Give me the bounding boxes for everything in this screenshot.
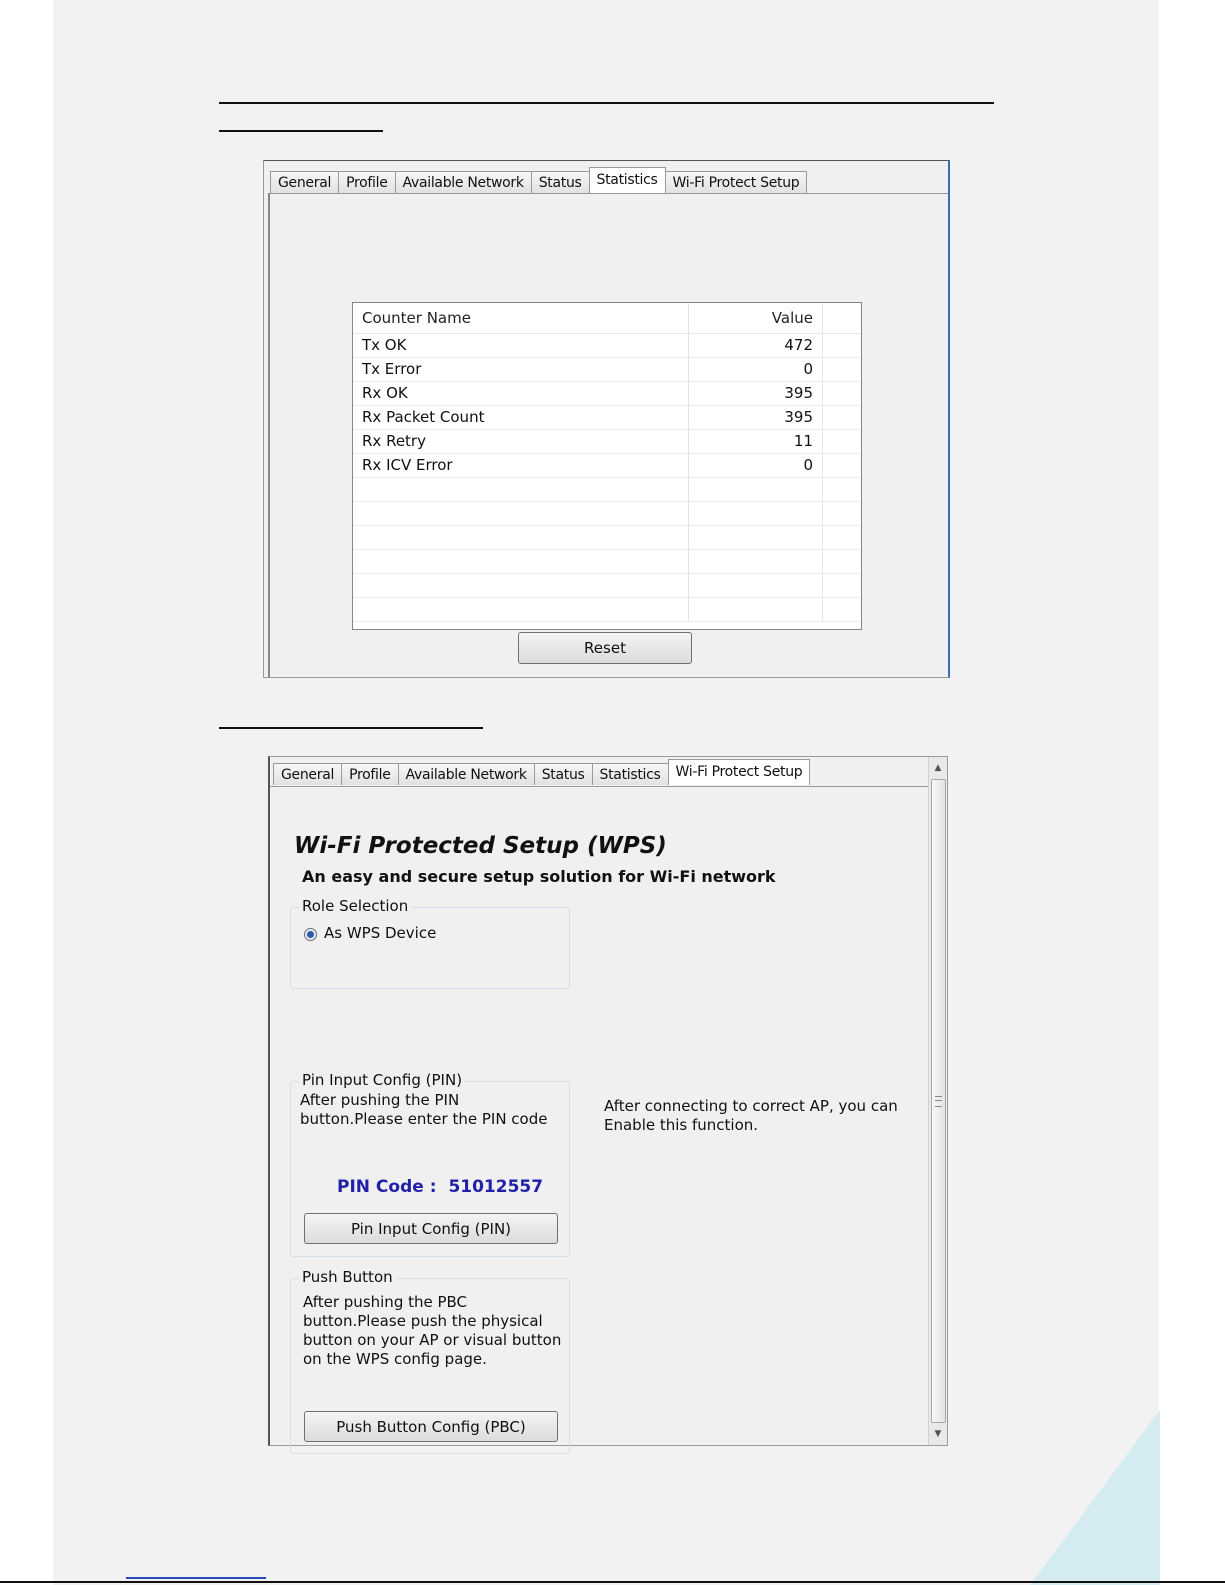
tab-general[interactable]: General (273, 763, 342, 785)
wps-title: Wi-Fi Protected Setup (WPS) (294, 833, 667, 859)
empty-row (353, 478, 861, 502)
wps-subtitle: An easy and secure setup solution for Wi-Fi network (302, 867, 776, 886)
header-rule (219, 102, 994, 104)
list-header (353, 303, 861, 334)
tab-available-network[interactable]: Available Network (398, 763, 535, 785)
table-row[interactable] (353, 454, 861, 478)
tab-statistics[interactable]: Statistics (589, 167, 666, 193)
tab-profile[interactable]: Profile (338, 171, 395, 193)
section-underline-statistics (219, 130, 383, 132)
counter-value-cell: 472 (689, 334, 823, 357)
tab-general[interactable]: General (270, 171, 339, 193)
empty-row (353, 550, 861, 574)
tab-statistics[interactable]: Statistics (592, 763, 669, 785)
tab-available-network[interactable]: Available Network (395, 171, 532, 193)
empty-row (353, 526, 861, 550)
table-row[interactable] (353, 334, 861, 358)
statistics-panel (263, 160, 950, 678)
tab-wifi-protect-setup[interactable]: Wi-Fi Protect Setup (668, 759, 811, 785)
counter-name-cell: Rx OK (353, 382, 689, 405)
counter-value-cell: 395 (689, 406, 823, 429)
table-row[interactable] (353, 358, 861, 382)
pin-input-group (290, 1071, 570, 1257)
role-selection-label: Role Selection (299, 897, 411, 915)
pin-input-config-button[interactable]: Pin Input Config (PIN) (304, 1213, 558, 1244)
empty-row (353, 502, 861, 526)
counter-value-cell: 0 (689, 358, 823, 381)
pin-code-value: 51012557 (448, 1177, 544, 1197)
pbc-description: After pushing the PBC button.Please push the physical button on your AP or visual button on the WPS config page. (303, 1293, 562, 1368)
column-header-value[interactable]: Value (689, 303, 823, 333)
counter-value-cell: 395 (689, 382, 823, 405)
wps-tab-content (270, 786, 929, 1445)
tab-wifi-protect-setup[interactable]: Wi-Fi Protect Setup (665, 171, 808, 193)
footer-link-underline (126, 1577, 266, 1579)
statistics-tab-content (268, 193, 948, 677)
counter-value-cell: 11 (689, 430, 823, 453)
wps-panel (268, 756, 948, 1446)
counter-name-cell: Tx Error (353, 358, 689, 381)
push-button-config-button[interactable]: Push Button Config (PBC) (304, 1411, 558, 1442)
scroll-up-arrow-icon[interactable]: ▲ (934, 763, 942, 773)
statistics-list[interactable] (352, 302, 862, 630)
tab-status[interactable]: Status (534, 763, 593, 785)
table-row[interactable] (353, 382, 861, 406)
tab-strip (270, 167, 806, 193)
counter-name-cell: Rx Retry (353, 430, 689, 453)
pin-description: After pushing the PIN button.Please enter the PIN code (300, 1091, 548, 1128)
scroll-down-arrow-icon[interactable]: ▼ (934, 1429, 942, 1439)
section-underline-wps (219, 727, 483, 729)
table-row[interactable] (353, 406, 861, 430)
reset-button[interactable]: Reset (518, 632, 692, 664)
counter-name-cell: Rx ICV Error (353, 454, 689, 477)
counter-name-cell: Rx Packet Count (353, 406, 689, 429)
scrollbar-grip-icon (935, 1096, 942, 1107)
empty-row (353, 598, 861, 622)
radio-selected-icon[interactable] (304, 928, 317, 941)
empty-row (353, 574, 861, 598)
tab-status[interactable]: Status (531, 171, 590, 193)
pin-code-label: PIN Code : (337, 1177, 437, 1197)
after-connect-text: After connecting to correct AP, you can Enable this function. (604, 1097, 898, 1134)
table-row[interactable] (353, 430, 861, 454)
pbc-group-label: Push Button (299, 1268, 396, 1286)
as-wps-device-option[interactable]: As WPS Device (324, 924, 437, 942)
pin-code (337, 1177, 543, 1197)
scrollbar-thumb[interactable] (931, 779, 946, 1423)
pin-group-label: Pin Input Config (PIN) (299, 1071, 465, 1089)
counter-value-cell: 0 (689, 454, 823, 477)
vertical-scrollbar[interactable] (928, 757, 947, 1445)
tab-strip (273, 759, 809, 785)
column-header-counter-name[interactable]: Counter Name (353, 303, 689, 333)
push-button-group (290, 1268, 570, 1454)
role-selection-group (290, 897, 570, 989)
footer-rule (0, 1581, 1225, 1583)
tab-profile[interactable]: Profile (341, 763, 398, 785)
counter-name-cell: Tx OK (353, 334, 689, 357)
